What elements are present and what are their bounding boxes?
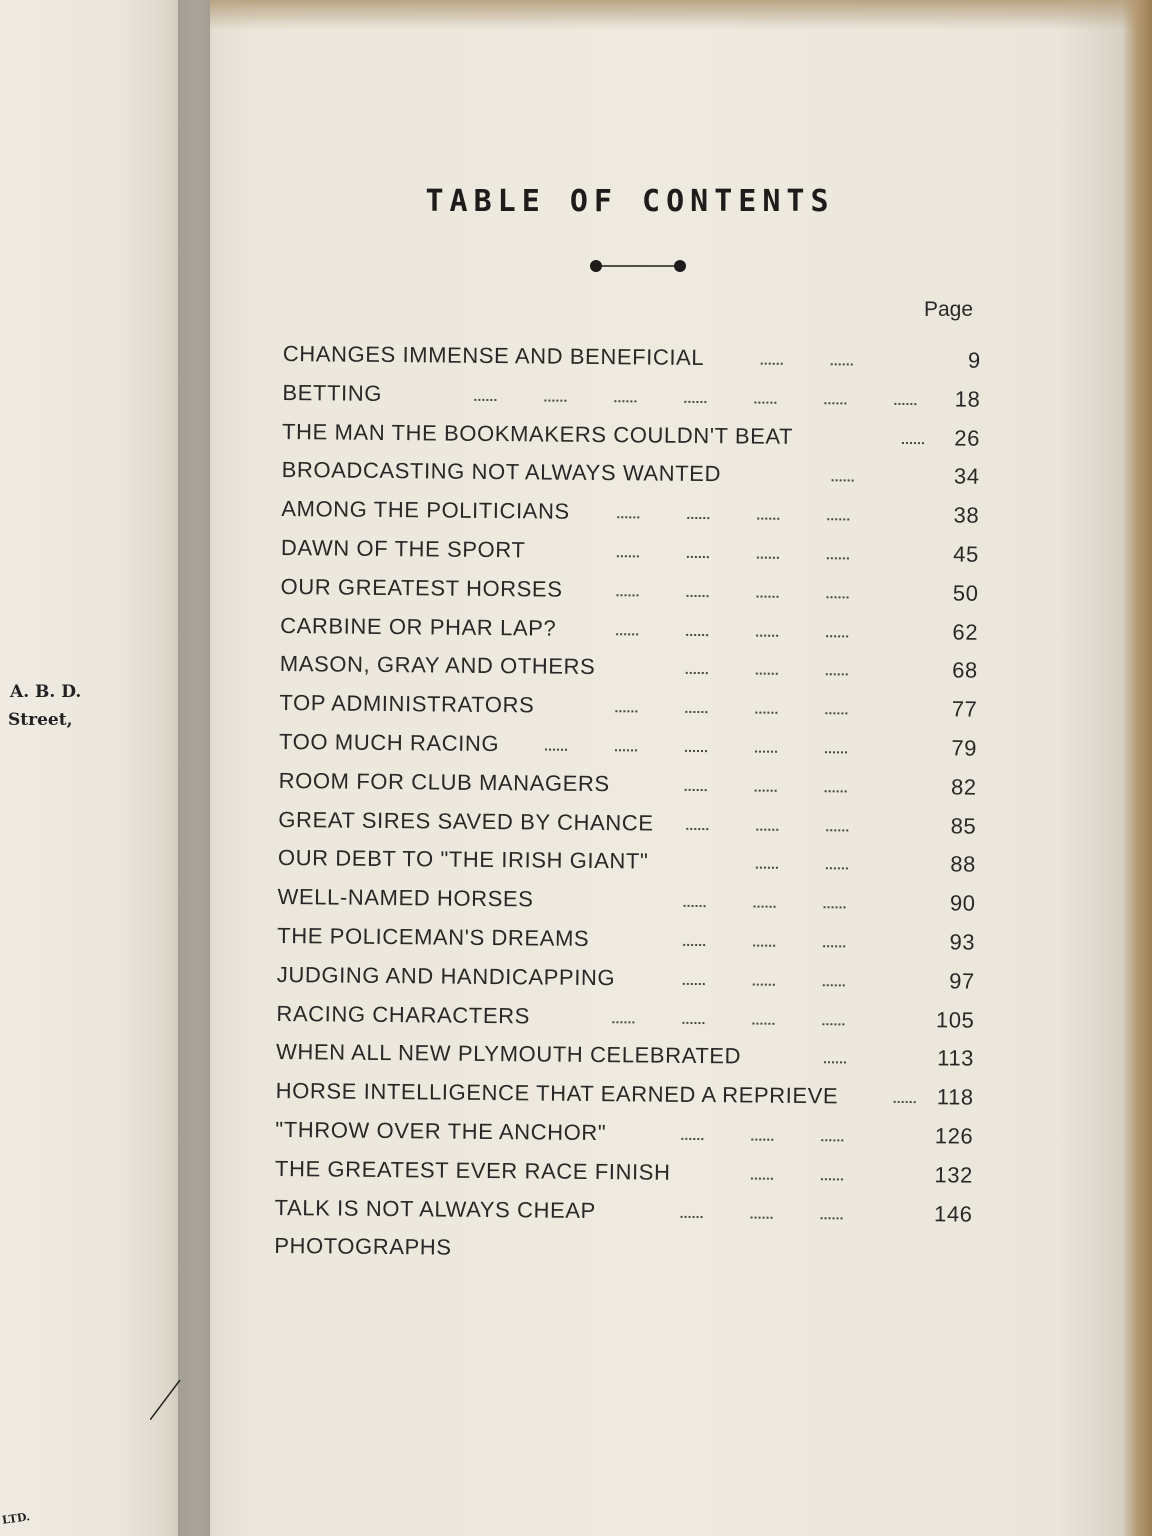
table-of-contents bbox=[274, 335, 983, 1273]
toc-leader-dots bbox=[616, 610, 896, 651]
toc-entry bbox=[279, 684, 979, 730]
toc-entry bbox=[280, 568, 980, 614]
toc-entry-title: HORSE INTELLIGENCE THAT EARNED A REPRIEVE bbox=[275, 1078, 839, 1109]
toc-entry bbox=[278, 839, 978, 885]
toc-leader-dots bbox=[474, 376, 964, 419]
page-title: TABLE OF CONTENTS bbox=[425, 184, 835, 219]
toc-leader-dots bbox=[756, 844, 896, 883]
page-gutter bbox=[178, 0, 214, 1536]
toc-entry bbox=[278, 801, 978, 847]
toc-leader-dots bbox=[751, 1154, 891, 1193]
toc-entry bbox=[282, 374, 982, 420]
toc-entry-page: 68 bbox=[952, 657, 978, 684]
toc-entry-page: 34 bbox=[953, 463, 980, 490]
toc-leader-dots bbox=[617, 493, 897, 534]
toc-entry-title: CHANGES IMMENSE AND BENEFICIAL bbox=[282, 340, 705, 371]
toc-entry bbox=[275, 1111, 975, 1157]
toc-leader-dots bbox=[616, 571, 896, 612]
toc-entry-title: CARBINE OR PHAR LAP? bbox=[280, 612, 557, 641]
toc-entry-page: 9 bbox=[967, 347, 981, 373]
toc-entry bbox=[281, 490, 981, 536]
toc-entry bbox=[280, 645, 980, 691]
toc-entry bbox=[279, 723, 979, 769]
toc-entry-title: "THROW OVER THE ANCHOR" bbox=[275, 1116, 607, 1146]
toc-entry-title: ROOM FOR CLUB MANAGERS bbox=[278, 767, 610, 796]
title-ornament bbox=[588, 256, 688, 276]
toc-entry-page: 85 bbox=[950, 812, 977, 839]
toc-leader-dots bbox=[683, 882, 893, 922]
toc-entry-page: 79 bbox=[951, 735, 978, 761]
toc-entry bbox=[282, 413, 982, 459]
toc-entry bbox=[277, 878, 977, 924]
toc-entry-title: WELL-NAMED HORSES bbox=[277, 884, 534, 912]
toc-entry bbox=[277, 956, 977, 1002]
page-top-edge bbox=[178, 0, 1152, 30]
toc-entry-title: MASON, GRAY AND OTHERS bbox=[279, 651, 596, 680]
toc-entry-title: RACING CHARACTERS bbox=[276, 1000, 531, 1028]
toc-entry-page: 118 bbox=[936, 1084, 974, 1110]
toc-leader-dots bbox=[686, 804, 896, 844]
toc-entry-page: 105 bbox=[935, 1006, 975, 1033]
toc-entry-title: OUR DEBT TO "THE IRISH GIANT" bbox=[277, 845, 649, 874]
toc-entry-page: 97 bbox=[949, 968, 975, 994]
toc-leader-dots bbox=[761, 340, 901, 379]
toc-entry bbox=[276, 1072, 976, 1118]
toc-leader-dots bbox=[686, 649, 896, 689]
toc-entry-page: 88 bbox=[950, 851, 977, 878]
toc-entry bbox=[276, 995, 976, 1041]
toc-entry-page: 146 bbox=[933, 1200, 973, 1227]
left-page-fragment-2: Street, bbox=[8, 710, 73, 730]
toc-entry-page: 82 bbox=[950, 774, 977, 800]
toc-entry-page: 113 bbox=[937, 1045, 975, 1072]
left-page-fragment-1: A. B. D. bbox=[10, 682, 82, 702]
toc-entry-page: 38 bbox=[953, 502, 980, 528]
toc-leader-dots bbox=[681, 1115, 891, 1155]
toc-entry-title: JUDGING AND HANDICAPPING bbox=[276, 961, 616, 990]
toc-entry-title: OUR GREATEST HORSES bbox=[280, 573, 563, 602]
toc-entry-page: 62 bbox=[952, 619, 979, 645]
toc-entry-title: DAWN OF THE SPORT bbox=[280, 534, 526, 563]
toc-entry-title: GREAT SIRES SAVED BY CHANCE bbox=[278, 806, 654, 836]
toc-entry bbox=[274, 1188, 974, 1234]
toc-entry-title: BROADCASTING NOT ALWAYS WANTED bbox=[281, 457, 722, 487]
toc-leader-dots bbox=[685, 766, 895, 806]
toc-entry-title: WHEN ALL NEW PLYMOUTH CELEBRATED bbox=[275, 1039, 742, 1069]
toc-entry-page: 93 bbox=[949, 929, 976, 955]
toc-entry bbox=[280, 607, 980, 653]
toc-leader-dots bbox=[683, 921, 893, 961]
toc-entry bbox=[279, 762, 979, 808]
toc-entry bbox=[277, 917, 977, 963]
toc-entry bbox=[276, 1033, 976, 1079]
toc-entry-page: 18 bbox=[954, 386, 981, 412]
toc-entry-page: 132 bbox=[934, 1162, 974, 1188]
toc-entry-title: THE GREATEST EVER RACE FINISH bbox=[274, 1155, 671, 1185]
toc-leader-dots bbox=[617, 532, 897, 573]
toc-entry-title: PHOTOGRAPHS bbox=[274, 1233, 452, 1260]
toc-entry bbox=[274, 1227, 974, 1273]
toc-leader-dots bbox=[615, 687, 895, 728]
toc-entry bbox=[281, 529, 981, 575]
toc-leader-dots bbox=[545, 726, 895, 767]
toc-entry-title: TALK IS NOT ALWAYS CHEAP bbox=[274, 1194, 597, 1223]
toc-entry-page: 50 bbox=[952, 580, 979, 606]
toc-leader-dots bbox=[824, 1039, 894, 1078]
toc-entry-title: THE POLICEMAN'S DREAMS bbox=[277, 922, 590, 951]
toc-leader-dots bbox=[680, 1192, 890, 1232]
toc-entry-page: 45 bbox=[953, 541, 980, 567]
toc-entry-title: TOP ADMINISTRATORS bbox=[279, 690, 535, 718]
toc-entry-title: THE MAN THE BOOKMAKERS COULDN'T BEAT bbox=[281, 418, 794, 449]
toc-entry-page: 90 bbox=[949, 890, 976, 916]
toc-entry-page: 26 bbox=[954, 425, 981, 451]
toc-leader-dots bbox=[612, 998, 892, 1039]
toc-entry-title: AMONG THE POLITICIANS bbox=[281, 496, 570, 524]
page-right-edge bbox=[1122, 0, 1152, 1536]
toc-entry-page: 77 bbox=[951, 696, 978, 722]
toc-entry bbox=[282, 451, 982, 497]
toc-entry-title: BETTING bbox=[282, 379, 383, 406]
toc-leader-dots bbox=[683, 960, 893, 1000]
toc-leader-dots bbox=[831, 457, 901, 496]
page-column-heading: Page bbox=[924, 298, 974, 321]
toc-entry bbox=[275, 1150, 975, 1196]
left-page-fragment-bottom: LTD. bbox=[1, 1510, 31, 1527]
toc-entry bbox=[283, 335, 983, 381]
toc-entry-title: TOO MUCH RACING bbox=[278, 728, 500, 757]
toc-entry-page: 126 bbox=[934, 1123, 974, 1149]
